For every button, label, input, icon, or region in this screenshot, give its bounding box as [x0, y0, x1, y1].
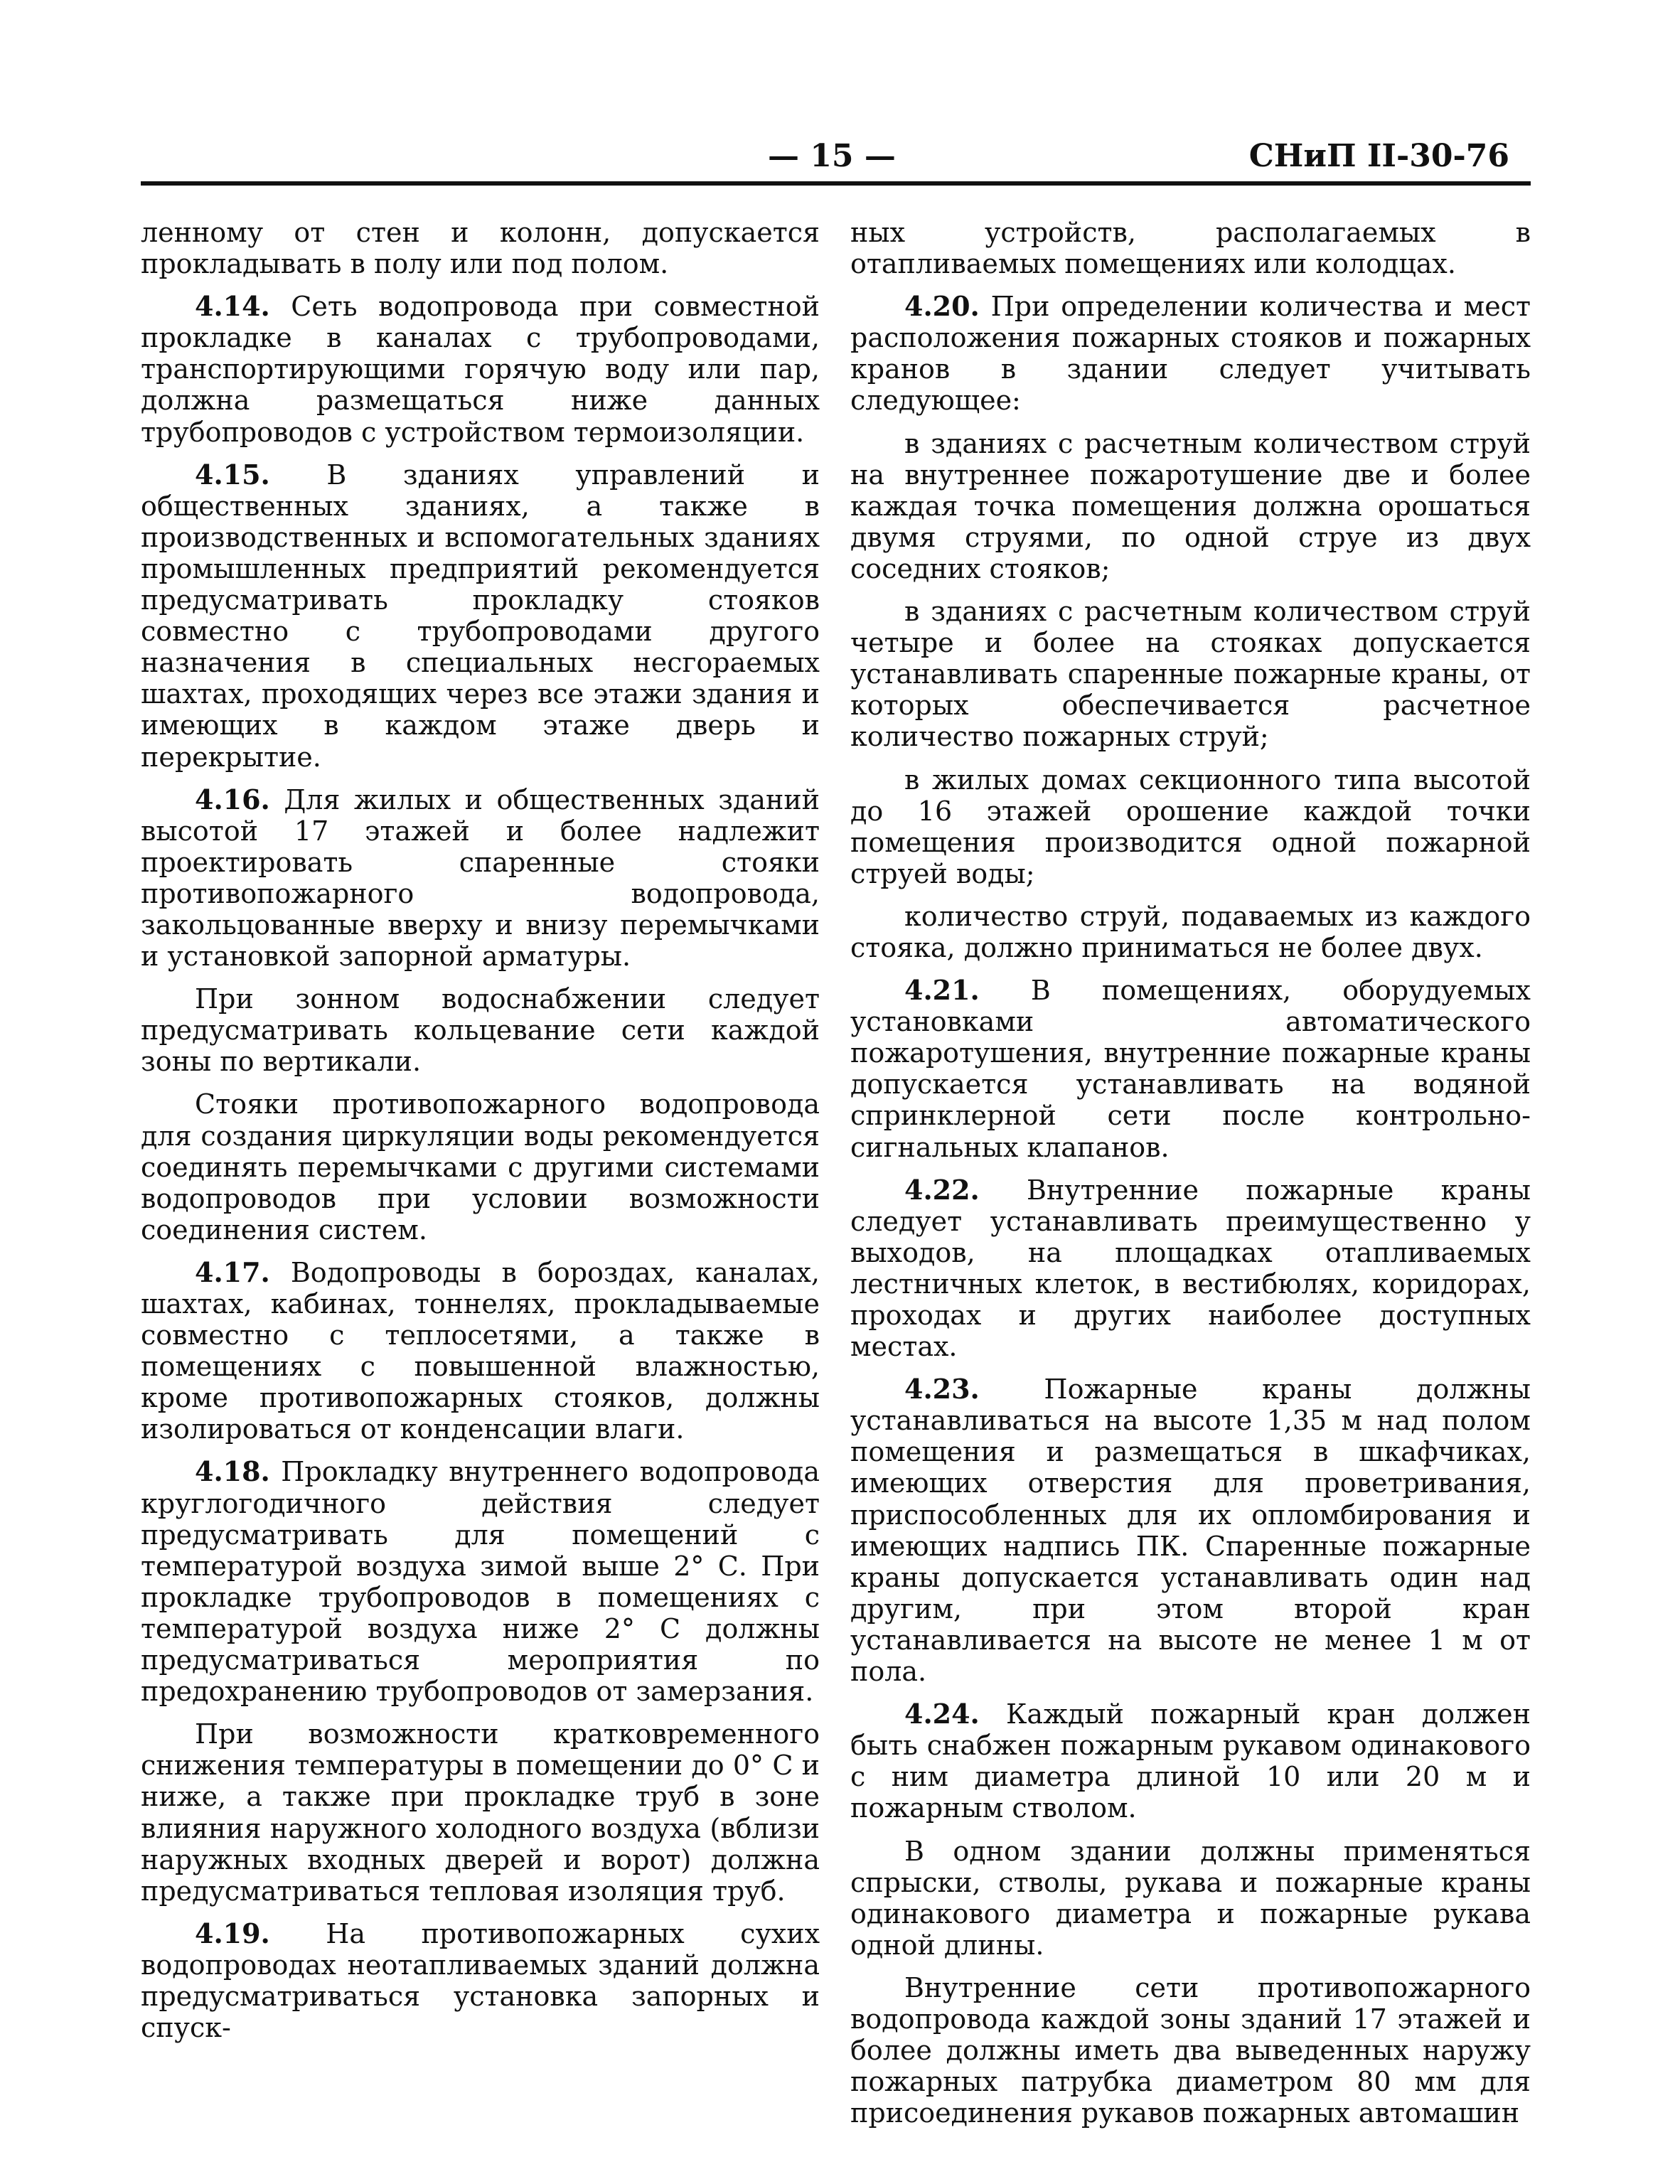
clause-number: 4.24. [904, 1698, 980, 1730]
paragraph-text: Прокладку внутреннего водопровода круглогодичного действия следует предусматривать для помещений с температурой воздуха зимой выше 2° С. При прокладке трубопроводов в помещениях с температурой воздуха ниже 2° С должны предусматриваться мероприятия по предохранению трубопроводов от замерзания. [141, 1456, 820, 1708]
paragraph-text: Каждый пожарный кран должен быть снабжен пожарным рукавом одинакового с ним диаметра длиной 10 или 20 м и пожарным стволом. [850, 1698, 1531, 1824]
paragraph [850, 596, 1531, 752]
paragraph [850, 764, 1531, 889]
paragraph-text: Внутренние пожарные краны следует устанавливать преимущественно у выходов, на площадках отапливаемых лестничных клеток, в вестибюлях, коридорах, проходах и других наиболее доступных местах. [850, 1174, 1531, 1363]
paragraph-text: ленному от стен и колонн, допускается прокладывать в полу или под полом. [141, 217, 820, 280]
clause-number: 4.22. [904, 1173, 980, 1206]
paragraph [141, 1088, 820, 1245]
paragraph-text: При зонном водоснабжении следует предусматривать кольцевание сети каждой зоны по вертикали. [141, 983, 820, 1078]
paragraph-text: Внутренние сети противопожарного водопровода каждой зоны зданий 17 этажей и более должны иметь два выведенных наружу пожарных патрубка диаметром 80 мм для присоединения рукавов пожарных автомашин [850, 1971, 1531, 2129]
paragraph [141, 291, 820, 447]
paragraph-text: Для жилых и общественных зданий высотой 17 этажей и более надлежит проектировать спаренные стояки противопожарного водопровода, закольцованные вверху и внизу перемычками и установкой запорной арматуры. [141, 783, 820, 973]
page-header [0, 128, 1680, 185]
paragraph [850, 428, 1531, 584]
paragraph [141, 1257, 820, 1445]
left-column [141, 217, 820, 2043]
paragraph [141, 459, 820, 773]
paragraph-text: Стояки противопожарного водопровода для создания циркуляции воды рекомендуется соединять перемычками с другими системами водопроводов при условии возможности соединения систем. [141, 1088, 820, 1246]
clause-number: 4.18. [195, 1455, 270, 1488]
clause-number: 4.23. [904, 1373, 980, 1406]
paragraph-text: Сеть водопровода при совместной прокладке в каналах с трубопроводами, транспортирующими горячую воду или пар, должна размещаться ниже данных трубопроводов с устройством термоизоляции. [141, 291, 820, 448]
paragraph-text: В зданиях управлений и общественных зданиях, а также в производственных и вспомогательных зданиях промышленных предприятий рекомендуется предусматривать прокладку стояков совместно с трубопроводами другого назначения в специальных несгораемых шахтах, проходящих через все этажи здания и имеющих в каждом этаже дверь и перекрытие. [141, 459, 820, 773]
paragraph [850, 1698, 1531, 1824]
paragraph [850, 1836, 1531, 1961]
paragraph-text: В помещениях, оборудуемых установками автоматического пожаротушения, внутренние пожарные краны допускается устанавливать на водяной спринклерной сети после контрольно-сигнальных клапанов. [850, 975, 1531, 1163]
paragraph [850, 1972, 1531, 2129]
clause-number: 4.19. [195, 1917, 270, 1949]
paragraph-text: На противопожарных сухих водопроводах неотапливаемых зданий должна предусматриваться установка запорных и спуск- [141, 1917, 820, 2044]
paragraph [141, 1456, 820, 1707]
paragraph [850, 901, 1531, 963]
paragraph [141, 1718, 820, 1907]
paragraph [850, 1374, 1531, 1687]
paragraph [141, 1918, 820, 2043]
paragraph [850, 217, 1531, 279]
paragraph-text: в зданиях с расчетным количеством струй четыре и более на стояках допускается устанавливать спаренные пожарные краны, от которых обеспечивается расчетное количество пожарных струй; [850, 596, 1531, 753]
paragraph [141, 784, 820, 973]
paragraph-text: Пожарные краны должны устанавливаться на высоте 1,35 м над полом помещения и размещаться в шкафчиках, имеющих отверстия для проветривания, приспособленных для их опломбирования и имеющих надпись ПК. Спаренные пожарные краны допускается устанавливать один над другим, при этом второй кран устанавливается на высоте не менее 1 м от пола. [850, 1374, 1531, 1688]
clause-number: 4.17. [195, 1256, 270, 1288]
paragraph-text: В одном здании должны применяться спрыски, стволы, рукава и пожарные краны одинакового диаметра и пожарные рукава одной длины. [850, 1835, 1531, 1961]
clause-number: 4.14. [195, 290, 270, 323]
right-column [850, 217, 1531, 2129]
paragraph-text: в зданиях с расчетным количеством струй на внутреннее пожаротушение две и более каждая точка помещения должна орошаться двумя струями, по одной струе из двух соседних стояков; [850, 427, 1531, 584]
paragraph [141, 217, 820, 279]
clause-number: 4.20. [904, 290, 980, 323]
paragraph-text: в жилых домах секционного типа высотой до 16 этажей орошение каждой точки помещения производится одной пожарной струей воды; [850, 764, 1531, 889]
clause-number: 4.16. [195, 783, 270, 815]
paragraph-text: Водопроводы в бороздах, каналах, шахтах, кабинах, тоннелях, прокладываемые совместно с теплосетями, а также в помещениях с повышенной влажностью, кроме противопожарных стояков, должны изолироваться от конденсации влаги. [141, 1256, 820, 1445]
paragraph [141, 983, 820, 1077]
paragraph [850, 291, 1531, 416]
page-number: — 15 — [768, 138, 896, 174]
paragraph [850, 975, 1531, 1163]
paragraph-text: При возможности кратковременного снижения температуры в помещении до 0° С и ниже, а также при прокладке труб в зоне влияния наружного холодного воздуха (вблизи наружных входных дверей и ворот) должна предусматриваться тепловая изоляция труб. [141, 1718, 820, 1907]
paragraph-text: количество струй, подаваемых из каждого стояка, должно приниматься не более двух. [850, 900, 1531, 963]
paragraph-text: При определении количества и мест расположения пожарных стояков и пожарных кранов в здании следует учитывать следующее: [850, 291, 1531, 417]
paragraph-text: ных устройств, располагаемых в отапливаемых помещениях или колодцах. [850, 217, 1531, 280]
paragraph [850, 1174, 1531, 1363]
clause-number: 4.15. [195, 458, 270, 491]
document-code: СНиП II-30-76 [1248, 138, 1509, 174]
clause-number: 4.21. [904, 974, 980, 1007]
header-rule [141, 181, 1531, 186]
